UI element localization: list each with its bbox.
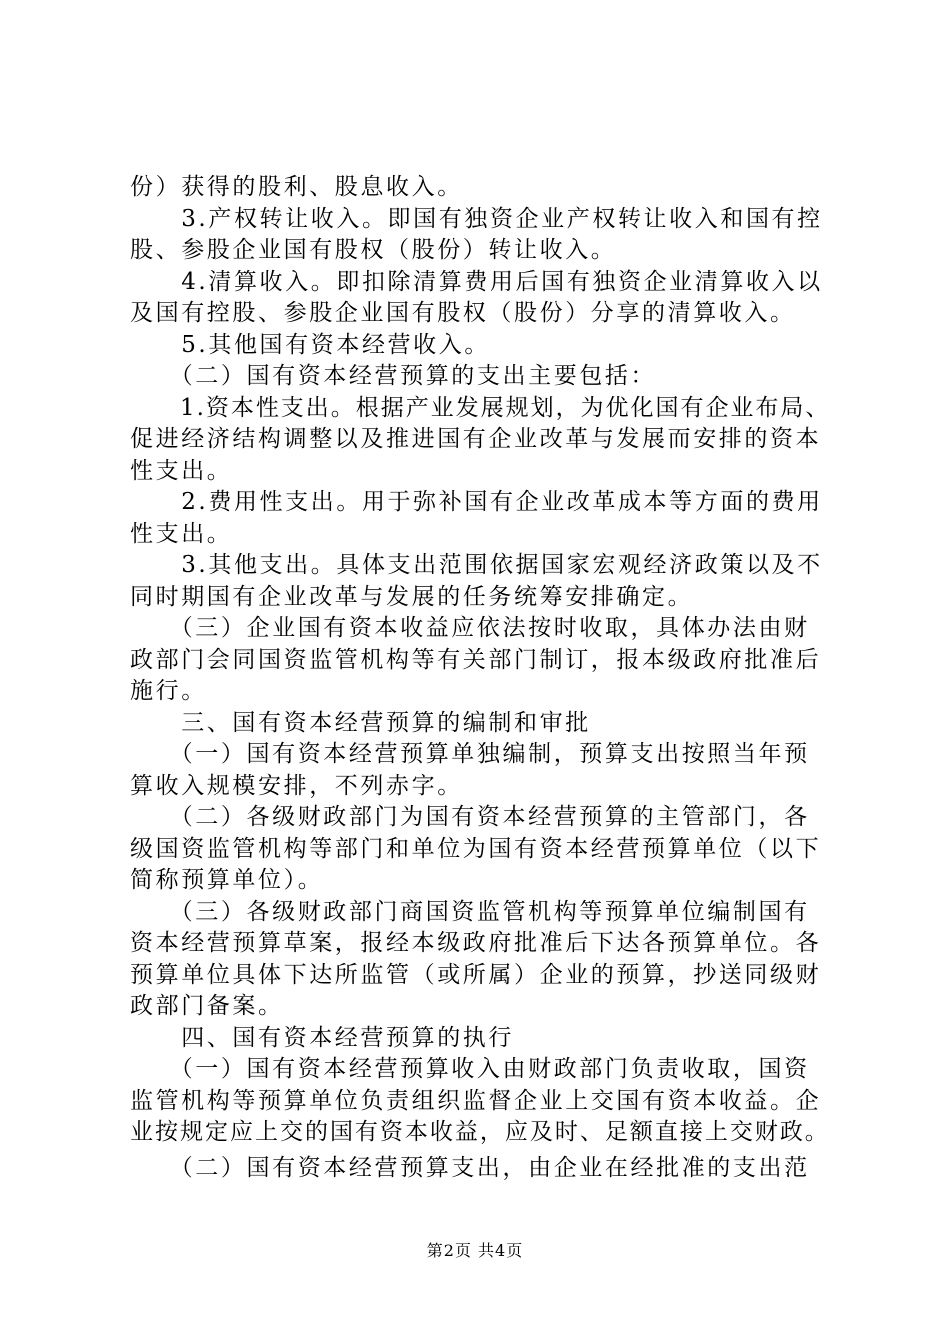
document-paragraph-line: 三、国有资本经营预算的编制和审批 [130, 709, 591, 736]
document-paragraph-line: 算收入规模安排，不列赤字。 [130, 772, 463, 799]
document-paragraph-line: （一）国有资本经营预算收入由财政部门负责收取，国资 [130, 1056, 810, 1082]
document-paragraph-line: 预算单位具体下达所监管（或所属）企业的预算，抄送同级财 [130, 961, 822, 988]
document-paragraph-line: 级国资监管机构等部门和单位为国有资本经营预算单位（以下 [130, 835, 822, 862]
document-paragraph-line: 性支出。 [130, 457, 233, 484]
page-number-footer: 第2页 共4页 [426, 1241, 524, 1260]
document-paragraph-line: 及国有控股、参股企业国有股权（股份）分享的清算收入。 [130, 300, 796, 326]
document-paragraph-line: （三）各级财政部门商国资监管机构等预算单位编制国有 [130, 898, 810, 925]
document-paragraph-line: （二）国有资本经营预算支出，由企业在经批准的支出范 [130, 1155, 810, 1181]
document-paragraph-line: （三）企业国有资本收益应依法按时收取，具体办法由财 [130, 615, 810, 641]
document-paragraph-line: 施行。 [130, 678, 207, 704]
document-paragraph-line: 5.其他国有资本经营收入。 [130, 331, 490, 358]
document-paragraph-line: 促进经济结构调整以及推进国有企业改革与发展而安排的资本 [130, 426, 822, 452]
document-body [130, 172, 830, 1149]
document-paragraph-line: 四、国有资本经营预算的执行 [130, 1024, 514, 1051]
document-paragraph-line: 政部门备案。 [130, 993, 284, 1019]
document-paragraph-line: （二）各级财政部门为国有资本经营预算的主管部门，各 [130, 804, 810, 830]
document-paragraph-line: 3.产权转让收入。即国有独资企业产权转让收入和国有控 [130, 205, 823, 232]
document-paragraph-line: 1.资本性支出。根据产业发展规划，为优化国有企业布局、 [130, 394, 831, 421]
document-paragraph-line: 资本经营预算草案，报经本级政府批准后下达各预算单位。各 [130, 930, 822, 956]
document-paragraph-line: 同时期国有企业改革与发展的任务统筹安排确定。 [130, 583, 694, 610]
document-paragraph-line: （二）国有资本经营预算的支出主要包括： [130, 363, 657, 389]
document-paragraph-line: 份）获得的股利、股息收入。 [130, 174, 463, 200]
document-paragraph-line: （一）国有资本经营预算单独编制，预算支出按照当年预 [130, 741, 810, 767]
document-paragraph-line: 2.费用性支出。用于弥补国有企业改革成本等方面的费用 [130, 489, 823, 515]
document-paragraph-line: 性支出。 [130, 520, 233, 547]
document-paragraph-line: 监管机构等预算单位负责组织监督企业上交国有资本收益。企 [130, 1087, 822, 1114]
document-paragraph-line: 4.清算收入。即扣除清算费用后国有独资企业清算收入以 [130, 268, 823, 295]
document-paragraph-line: 政部门会同国资监管机构等有关部门制订，报本级政府批准后 [130, 646, 822, 673]
document-paragraph-line: 3.其他支出。具体支出范围依据国家宏观经济政策以及不 [130, 552, 823, 578]
document-paragraph-line: 股、参股企业国有股权（股份）转让收入。 [130, 237, 617, 263]
document-paragraph-line: 简称预算单位）。 [130, 867, 324, 893]
document-paragraph-line: 业按规定应上交的国有资本收益，应及时、足额直接上交财政。 [130, 1119, 830, 1145]
